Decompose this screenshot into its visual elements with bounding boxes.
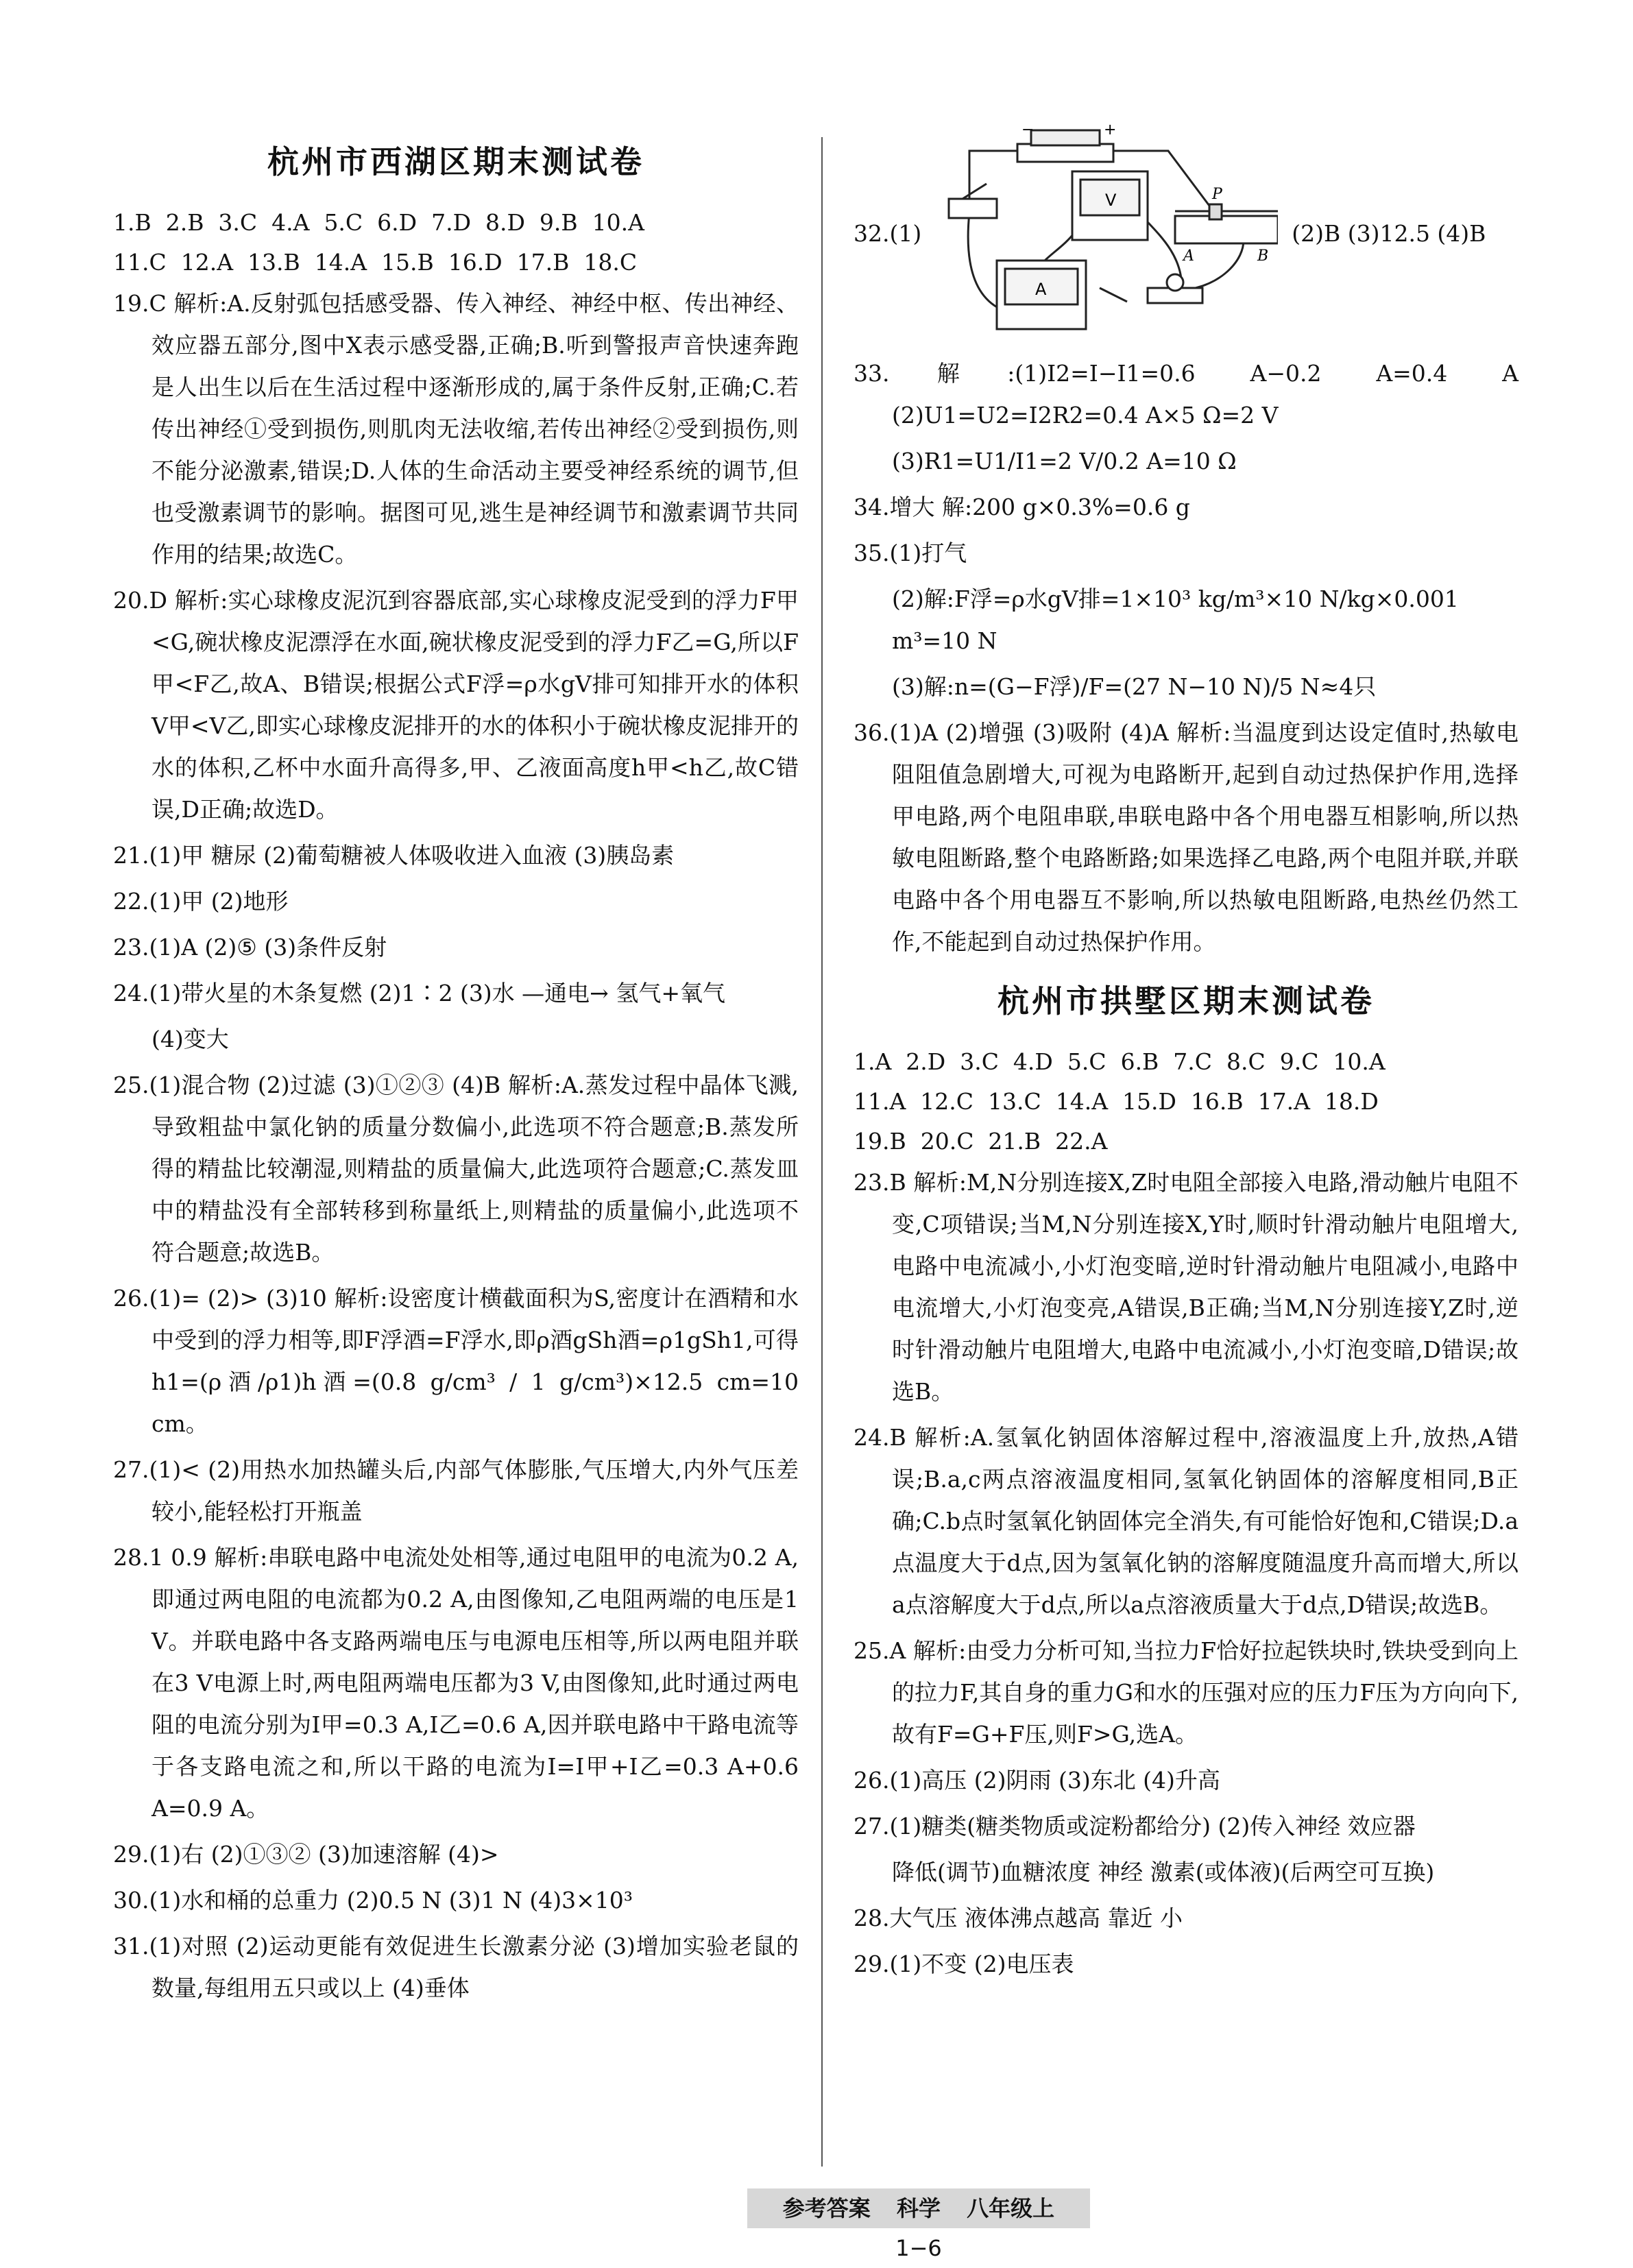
answer-29: 29.(1)右 (2)①③② (3)加速溶解 (4)> (113, 1841, 499, 1868)
answer-19: 19.C 解析:A.反射弧包括感受器、传入神经、神经中枢、传出神经、效应器五部分,图中X表示感受器,正确;B.听到警报声音快速奔跑是人出生以后在生活过程中逐渐形成的,属于条件反射,正确;C.若传出神经①受到损伤,则肌肉无法收缩,若传出神经②受到损伤,则不能分泌激素,错误;D.人体的生命活动主要受神经系统的调节,但也受激素调节的影响。据图可见,逃生是神经调节和激素调节共同作用的结果;故选C。 (113, 290, 799, 568)
answer-35-part2: (2)解:F浮=ρ水gV排=1×10³ kg/m³×10 N/kg×0.001 m³=10 N (892, 586, 1459, 654)
answer-23: 23.(1)A (2)⑤ (3)条件反射 (113, 934, 387, 961)
answer-21: 21.(1)甲 糖尿 (2)葡萄糖被人体吸收进入血液 (3)胰岛素 (113, 842, 675, 869)
answer-26-gongshu: 26.(1)高压 (2)阴雨 (3)东北 (4)升高 (854, 1767, 1220, 1794)
answer-30: 30.(1)水和桶的总重力 (2)0.5 N (3)1 N (4)3×10³ (113, 1887, 633, 1914)
answer-26: 26.(1)= (2)> (3)10 解析:设密度计横截面积为S,密度计在酒精和水中受到的浮力相等,即F浮酒=F浮水,即ρ酒gSh酒=ρ1gSh1,可得h1=(ρ酒/ρ1)h酒=(0.8 g/cm³ / 1 g/cm³)×12.5 cm=10 cm。 (113, 1285, 799, 1437)
answer-35: 35.(1)打气 (854, 540, 967, 566)
circuit-wire (1100, 288, 1127, 302)
ammeter-label: A (1035, 280, 1047, 299)
circuit-diagram (921, 123, 1278, 343)
answer-34: 34.增大 解:200 g×0.3%=0.6 g (854, 494, 1190, 520)
answer-32 (854, 123, 1519, 343)
lamp (1148, 274, 1202, 303)
answer-33: 33.解:(1)I2=I−I1=0.6 A−0.2 A=0.4 A (2)U1=U2=I2R2=0.4 A×5 Ω=2 V (854, 360, 1519, 429)
section-title-gongshu: 杭州市拱墅区期末测试卷 (997, 982, 1375, 1020)
answer-22: 22.(1)甲 (2)地形 (113, 888, 289, 915)
mc-answers-line: 1.B 2.B 3.C 4.A 5.C 6.D 7.D 8.D 9.B 10.A (113, 209, 644, 236)
answer-31: 31.(1)对照 (2)运动更能有效促进生长激素分泌 (3)增加实验老鼠的数量,每组用五只或以上 (4)垂体 (113, 1933, 799, 2001)
rheostat-b-label: B (1257, 248, 1269, 265)
mc-answers-line: 1.A 2.D 3.C 4.D 5.C 6.B 7.C 8.C 9.C 10.A (854, 1048, 1386, 1075)
slide-rheostat (1175, 204, 1278, 243)
answer-27-gongshu-cont: 降低(调节)血糖浓度 神经 激素(或体液)(后两空可互换) (892, 1859, 1435, 1885)
switch (949, 184, 997, 218)
answer-35-part3: (3)解:n=(G−F浮)/F=(27 N−10 N)/5 N≈4只 (892, 673, 1377, 700)
answer-36: 36.(1)A (2)增强 (3)吸附 (4)A 解析:当温度到达设定值时,热敏电阻阻值急剧增大,可视为电路断开,起到自动过热保护作用,选择甲电路,两个电阻串联,串联电路中各个用电器互相影响,所以热敏电阻断路,整个电路断路;如果选择乙电路,两个电阻并联,并联电路中各个用电器互不影响,所以热敏电阻断路,电热丝仍然工作,不能起到自动过热保护作用。 (854, 719, 1519, 955)
battery-minus-label: − (1021, 123, 1035, 138)
circuit-wire (1196, 240, 1244, 288)
column-divider (821, 137, 823, 2167)
footer-label: 参考答案 (782, 2195, 871, 2221)
answer-23-gongshu: 23.B 解析:M,N分别连接X,Z时电阻全部接入电路,滑动触片电阻不变,C项错误;当M,N分别连接X,Y时,顺时针滑动触片电阻增大,电路中电流减小,小灯泡变暗,逆时针滑动触片电阻减小,电路中电流增大,小灯泡变亮,A错误,B正确;当M,N分别连接Y,Z时,逆时针滑动触片电阻增大,电路中电流减小,小灯泡变暗,D错误;故选B。 (854, 1169, 1519, 1405)
answer-24-gongshu: 24.B 解析:A.氢氧化钠固体溶解过程中,溶液温度上升,放热,A错误;B.a,c两点溶液温度相同,氢氧化钠固体的溶解度相同,B正确;C.b点时氢氧化钠固体完全消失,有可能恰好饱和,C错误;D.a点温度大于d点,因为氢氧化钠的溶解度随温度升高而增大,所以a点溶解度大于d点,所以a点溶液质量大于d点,D错误;故选B。 (854, 1424, 1519, 1618)
answer-24: 24.(1)带火星的木条复燃 (2)1∶2 (3)水 —通电→ 氢气+氧气 (113, 980, 725, 1006)
answer-25: 25.(1)混合物 (2)过滤 (3)①②③ (4)B 解析:A.蒸发过程中晶体飞溅,导致粗盐中氯化钠的质量分数偏小,此选项不符合题意;B.蒸发所得的精盐比较潮湿,则精盐的质量偏大,此选项符合题意;C.蒸发皿中的精盐没有全部转移到称量纸上,则精盐的质量偏小,此选项不符合题意;故选B。 (113, 1072, 799, 1266)
section-title-xihu: 杭州市西湖区期末测试卷 (267, 143, 644, 180)
answer-29-gongshu: 29.(1)不变 (2)电压表 (854, 1951, 1074, 1977)
answer-27: 27.(1)< (2)用热水加热罐头后,内部气体膨胀,气压增大,内外气压差较小,能轻松打开瓶盖 (113, 1456, 799, 1525)
mc-answers-line: 11.C 12.A 13.B 14.A 15.B 16.D 17.B 18.C (113, 249, 638, 276)
rheostat-p-label: P (1212, 186, 1223, 203)
answer-32-rest: (2)B (3)12.5 (4)B (1292, 219, 1486, 247)
footer-grade: 八年级上 (967, 2195, 1055, 2221)
footer-subject: 科学 (896, 2195, 941, 2221)
footer-page-number: 1−6 (895, 2235, 942, 2261)
answer-32-number: 32.(1) (854, 219, 922, 247)
mc-answers-line: 11.A 12.C 13.C 14.A 15.D 16.B 17.A 18.D (854, 1088, 1379, 1115)
mc-answers-line: 19.B 20.C 21.B 22.A (854, 1128, 1108, 1155)
battery-plus-label: + (1104, 123, 1117, 138)
answer-20: 20.D 解析:实心球橡皮泥沉到容器底部,实心球橡皮泥受到的浮力F甲<G,碗状橡皮泥漂浮在水面,碗状橡皮泥受到的浮力F乙=G,所以F甲<F乙,故A、B错误;根据公式F浮=ρ水gV排可知排开水的体积V甲<V乙,即实心球橡皮泥排开的水的体积小于碗状橡皮泥排开的水的体积,乙杯中水面升高得多,甲、乙液面高度h甲<h乙,故C错误,D正确;故选D。 (113, 587, 799, 823)
answer-28: 28.1 0.9 解析:串联电路中电流处处相等,通过电阻甲的电流为0.2 A,即通过两电阻的电流都为0.2 A,由图像知,乙电阻两端的电压是1 V。并联电路中各支路两端电压与电源电压相等,所以两电阻并联在3 V电源上时,两电阻两端电压都为3 V,由图像知,此时通过两电阻的电流分别为I甲=0.3 A,I乙=0.6 A,因并联电路中干路电流等于各支路电流之和,所以干路的电流为I=I甲+I乙=0.3 A+0.6 A=0.9 A。 (113, 1544, 799, 1822)
right-column (854, 123, 1519, 1989)
answer-33-part3: (3)R1=U1/I1=2 V/0.2 A=10 Ω (892, 448, 1237, 474)
voltmeter-label: V (1105, 191, 1117, 210)
answer-27-gongshu: 27.(1)糖类(糖类物质或淀粉都给分) (2)传入神经 效应器 (854, 1813, 1416, 1839)
answer-25-gongshu: 25.A 解析:由受力分析可知,当拉力F恰好拉起铁块时,铁块受到向上的拉力F,其自身的重力G和水的压强对应的压力F压为方向向下,故有F=G+F压,则F>G,选A。 (854, 1637, 1519, 1748)
answer-24-part4: (4)变大 (152, 1026, 229, 1052)
rheostat-a-label: A (1183, 248, 1195, 265)
left-column (113, 123, 799, 2013)
page-footer (747, 2188, 1090, 2261)
answer-28-gongshu: 28.大气压 液体沸点越高 靠近 小 (854, 1905, 1183, 1931)
